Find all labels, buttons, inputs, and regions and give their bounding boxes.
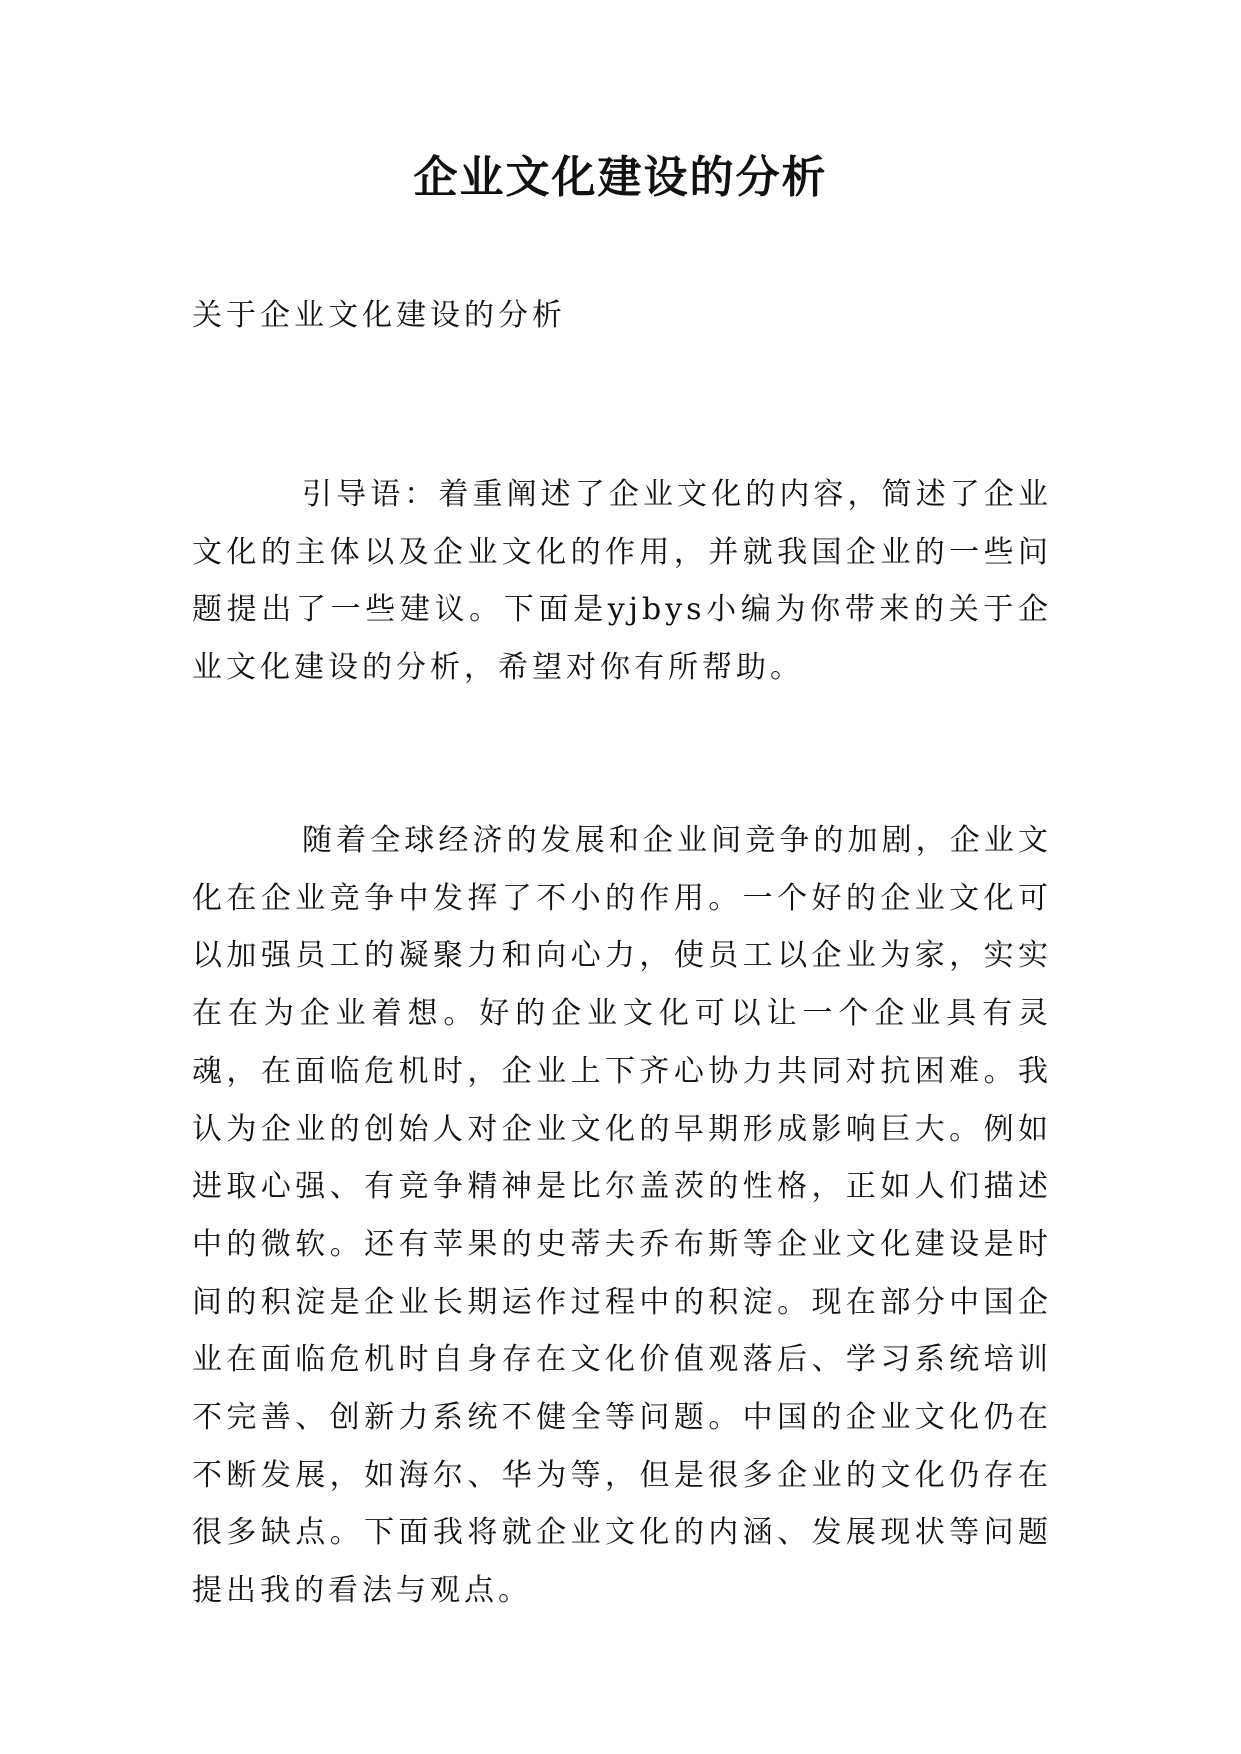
body-paragraph: 随着全球经济的发展和企业间竞争的加剧，企业文化在企业竞争中发挥了不小的作用。一个好的企业文化可以加强员工的凝聚力和向心力，使员工以企业为家，实实在在为企业着想。好的企业文化可以让一个企业具有灵魂，在面临危机时，企业上下齐心协力共同对抗困难。我认为企业的创始人对企业文化的早期形成影响巨大。例如进取心强、有竞争精神是比尔盖茨的性格，正如人们描述中的微软。还有苹果的史蒂夫乔布斯等企业文化建设是时间的积淀是企业长期运作过程中的积淀。现在部分中国企业在面临危机时自身存在文化价值观落后、学习系统培训不完善、创新力系统不健全等问题。中国的企业文化仍在不断发展，如海尔、华为等，但是很多企业的文化仍存在很多缺点。下面我将就企业文化的内涵、发展现状等问题提出我的看法与观点。 — [192, 823, 1052, 1609]
intro-paragraph: 引导语：着重阐述了企业文化的内容，简述了企业文化的主体以及企业文化的作用，并就我国企业的一些问题提出了一些建议。下面是yjbys小编为你带来的关于企业文化建设的分析，希望对你有所帮助。 — [192, 477, 1052, 686]
document-subtitle: 关于企业文化建设的分析 — [192, 298, 566, 333]
document-title: 企业文化建设的分析 — [413, 152, 828, 203]
